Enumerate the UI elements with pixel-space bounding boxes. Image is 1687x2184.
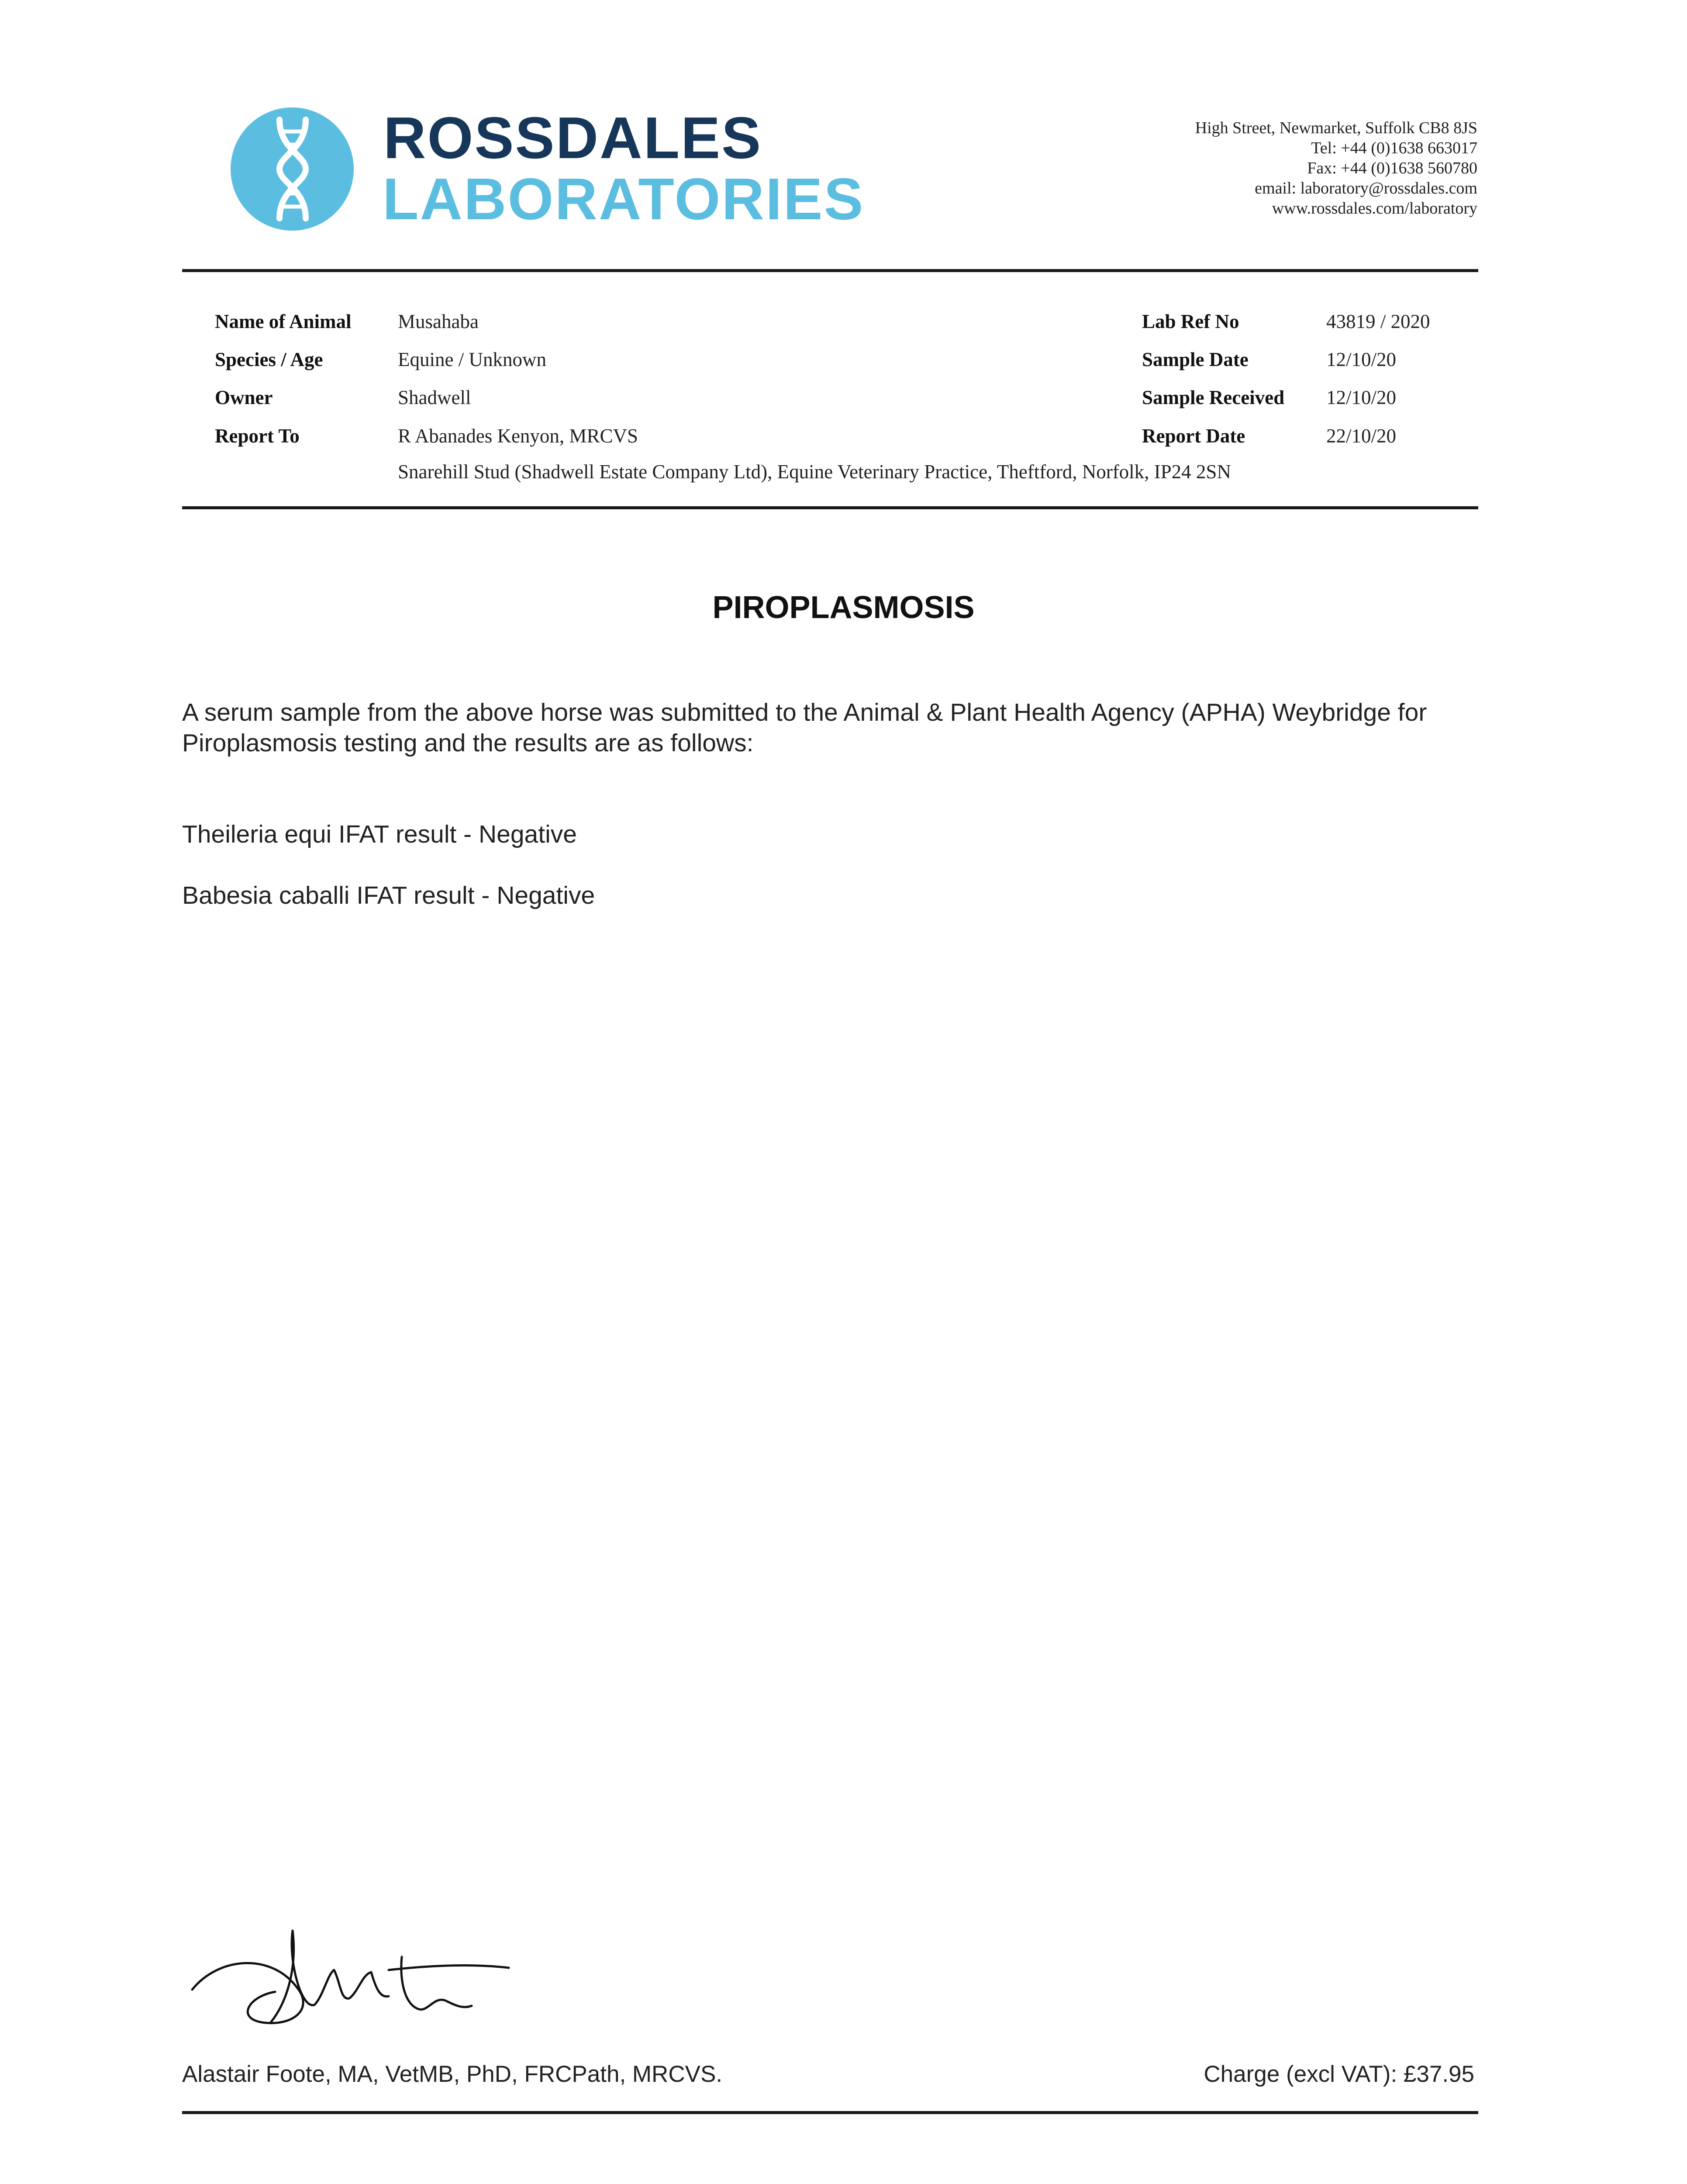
species-age-label: Species / Age: [215, 349, 323, 370]
page-title: PIROPLASMOSIS: [712, 590, 975, 625]
sample-received-label: Sample Received: [1142, 387, 1285, 408]
sample-date-label: Sample Date: [1142, 349, 1249, 370]
result-theileria-equi: Theileria equi IFAT result - Negative: [182, 820, 577, 848]
footer-divider: [182, 2111, 1478, 2114]
report-to-label: Report To: [215, 425, 300, 447]
sample-received-value: 12/10/20: [1326, 387, 1397, 408]
info-divider: [182, 506, 1478, 509]
contact-tel: Tel: +44 (0)1638 663017: [1311, 139, 1477, 157]
brand-name-line1: ROSSDALES: [383, 105, 762, 171]
name-of-animal-label: Name of Animal: [215, 311, 352, 332]
intro-paragraph: A serum sample from the above horse was submitted to the Animal & Plant Health Agency (APHA) Weybridge for Piroplasmosis testing and the results are as follows:: [182, 698, 1427, 757]
name-of-animal-value: Musahaba: [398, 311, 479, 332]
species-age-value: Equine / Unknown: [398, 349, 546, 370]
report-to-value: R Abanades Kenyon, MRCVS: [398, 425, 638, 447]
result-babesia-caballi: Babesia caballi IFAT result - Negative: [182, 881, 595, 909]
report-date-value: 22/10/20: [1326, 425, 1397, 447]
report-date-label: Report Date: [1142, 425, 1245, 447]
signature: [183, 1922, 524, 2035]
lab-ref-value: 43819 / 2020: [1326, 311, 1430, 332]
contact-email: email: laboratory@rossdales.com: [1255, 179, 1477, 197]
lab-ref-label: Lab Ref No: [1142, 311, 1239, 332]
signatory-name: Alastair Foote, MA, VetMB, PhD, FRCPath, MRCVS.: [182, 2061, 723, 2087]
owner-label: Owner: [215, 387, 273, 408]
header-divider: [182, 269, 1478, 272]
sample-date-value: 12/10/20: [1326, 349, 1397, 370]
contact-block: [1195, 118, 1477, 218]
owner-value: Shadwell: [398, 387, 471, 408]
contact-address: High Street, Newmarket, Suffolk CB8 8JS: [1195, 119, 1477, 137]
charge-amount: Charge (excl VAT): £37.95: [1204, 2061, 1474, 2087]
contact-fax: Fax: +44 (0)1638 560780: [1307, 159, 1477, 177]
brand-name-line2: LABORATORIES: [383, 166, 865, 232]
report-to-address: Snarehill Stud (Shadwell Estate Company Ltd), Equine Veterinary Practice, Theftford, Norfolk, IP24 2SN: [398, 461, 1231, 483]
dna-helix-icon: [231, 107, 354, 231]
contact-website: www.rossdales.com/laboratory: [1272, 199, 1477, 218]
